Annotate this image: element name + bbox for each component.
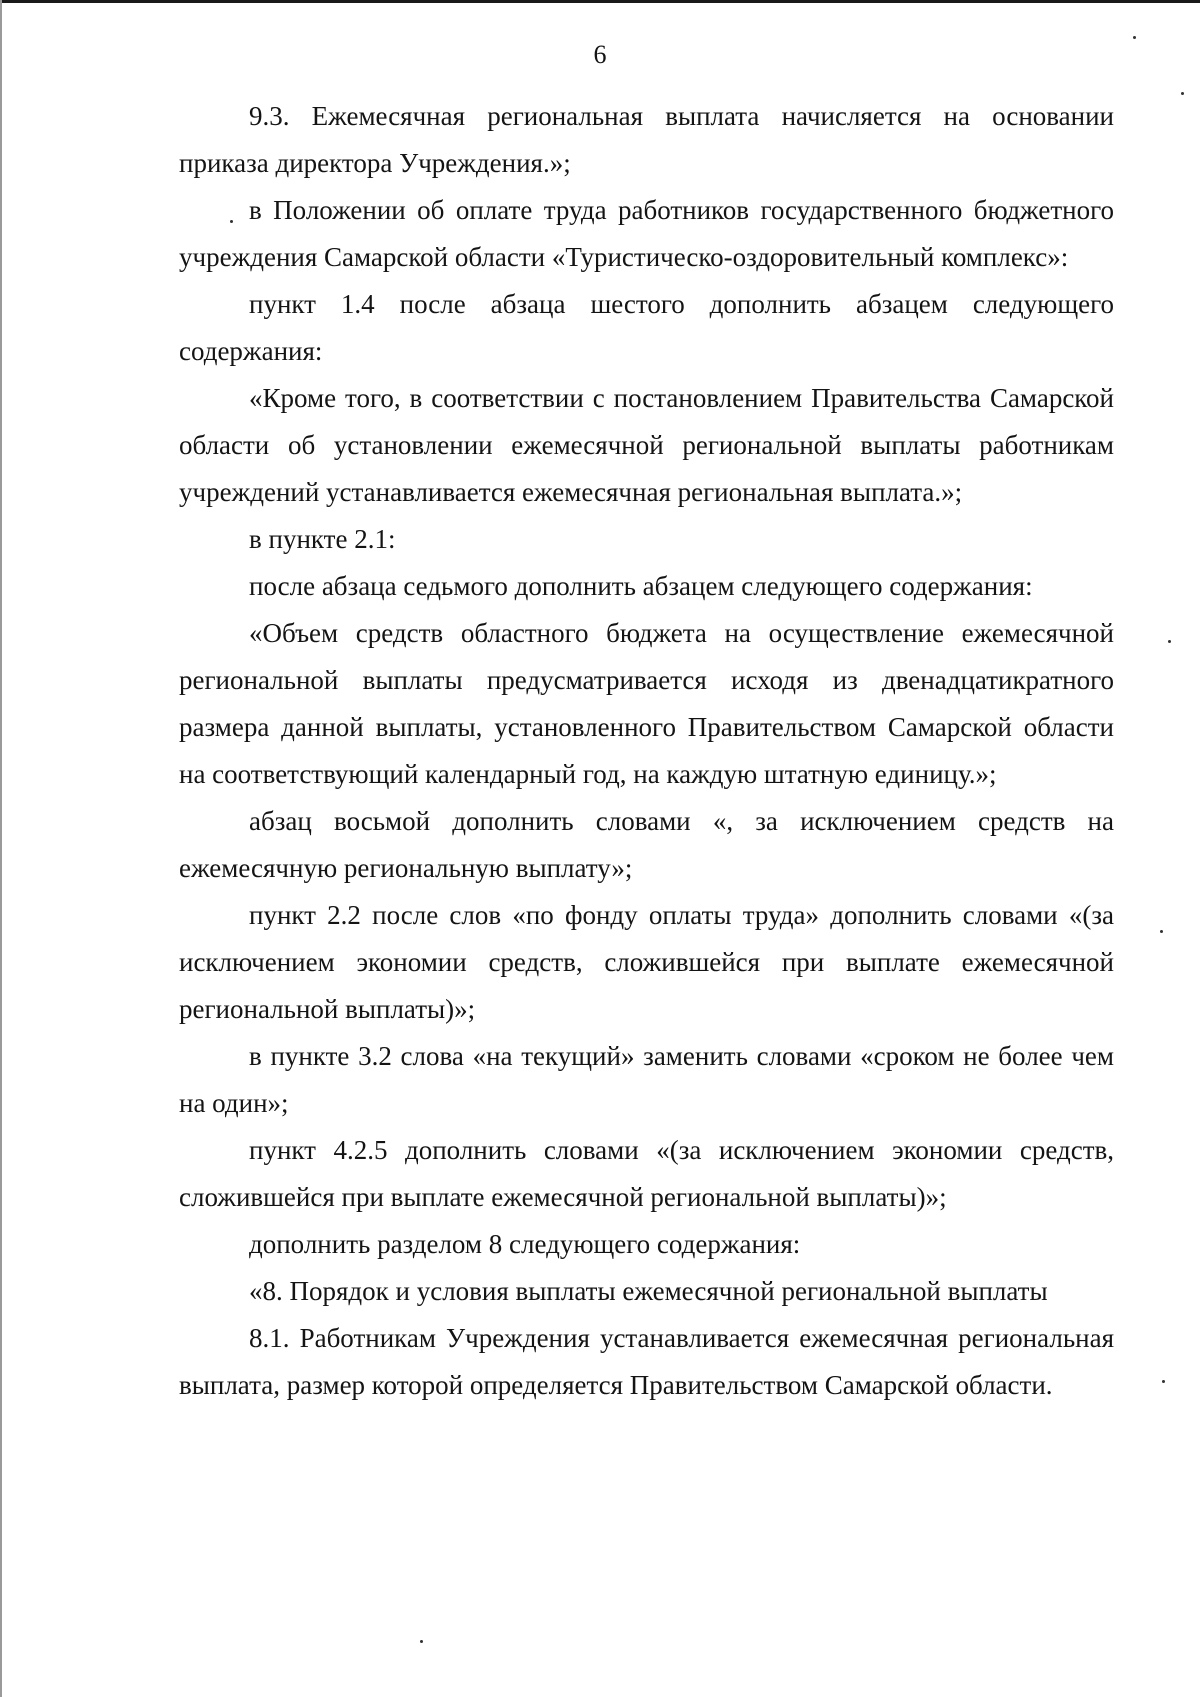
- paragraph-add-section-8: дополнить разделом 8 следующего содержания:: [249, 1229, 801, 1259]
- paragraph-point-3-2: в пункте 3.2 слова «на текущий» заменить словами «сроком не более чем на один»;: [179, 1041, 1114, 1118]
- scan-speck: [420, 1640, 423, 1643]
- paragraph-after-seventh: после абзаца седьмого дополнить абзацем следующего содержания:: [249, 571, 1033, 601]
- scan-edge-left: [0, 0, 2, 1697]
- paragraph-regulation-intro: в Положении об оплате труда работников государственного бюджетного учреждения Самарской области «Туристическо-оздоровительный комплекс»:: [179, 195, 1114, 272]
- section-8-heading: «8. Порядок и условия выплаты ежемесячной региональной выплаты: [249, 1276, 1048, 1306]
- paragraph-8-1: 8.1. Работникам Учреждения устанавливается ежемесячная региональная выплата, размер которой определяется Правительством Самарской области.: [179, 1323, 1114, 1400]
- paragraph-point-1-4: пункт 1.4 после абзаца шестого дополнить абзацем следующего содержания:: [179, 289, 1114, 366]
- page-number: 6: [593, 40, 607, 69]
- paragraph-quote-budget: «Объем средств областного бюджета на осуществление ежемесячной региональной выплаты предусматривается исходя из двенадцатикратного размера данной выплаты, установленного Правительством Самарской области на соответствующий календарный год, на каждую штатную единицу.»;: [179, 618, 1114, 789]
- paragraph-point-2-2: пункт 2.2 после слов «по фонду оплаты труда» дополнить словами «(за исключением экономии средств, сложившейся при выплате ежемесячной региональной выплаты)»;: [179, 900, 1114, 1024]
- paragraph-9-3: 9.3. Ежемесячная региональная выплата начисляется на основании приказа директора Учреждения.»;: [179, 101, 1114, 178]
- scan-speck: [1162, 1380, 1165, 1383]
- paragraph-eighth: абзац восьмой дополнить словами «, за исключением средств на ежемесячную региональную выплату»;: [179, 806, 1114, 883]
- scan-edge-top: [0, 0, 1200, 3]
- paragraph-point-4-2-5: пункт 4.2.5 дополнить словами «(за исключением экономии средств, сложившейся при выплате ежемесячной региональной выплаты)»;: [179, 1135, 1114, 1212]
- scan-speck: [1133, 36, 1136, 39]
- document-body: [179, 93, 1114, 1409]
- scan-speck: [1160, 930, 1163, 933]
- scan-speck: [1181, 92, 1184, 95]
- scan-speck: [230, 220, 233, 223]
- paragraph-quote-besides: «Кроме того, в соответствии с постановлением Правительства Самарской области об установлении ежемесячной региональной выплаты работникам учреждений устанавливается ежемесячная региональная выплата.»;: [179, 383, 1114, 507]
- paragraph-point-2-1: в пункте 2.1:: [249, 524, 396, 554]
- scan-speck: [1168, 640, 1171, 643]
